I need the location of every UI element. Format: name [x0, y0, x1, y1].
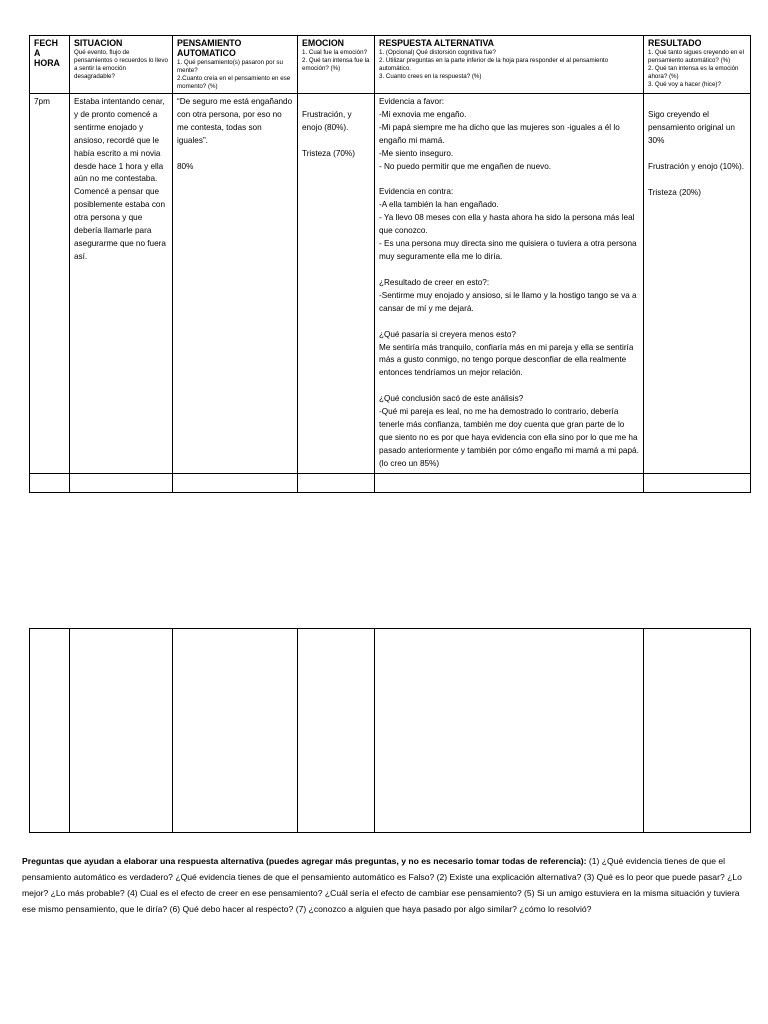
blank-cell [298, 629, 375, 833]
header-situacion-instruction: Qué evento, flujo de pensamientos o recuerdos lo llevo a sentir la emoción desagradable? [74, 49, 168, 80]
header-situacion-title: SITUACION [74, 38, 123, 48]
header-respuesta [375, 36, 644, 94]
respuesta-evidencia-contra: Evidencia en contra: -A ella también la han engañado. - Ya llevo 08 meses con ella y hasta ahora ha sido la persona más leal que conozco. - Es una persona muy directa sino me quisiera o tuviera a otra persona muy seguramente ella me lo diría. [379, 187, 637, 261]
header-resultado-instruction-3: 3. Qué voy a hacer (hice)? [648, 81, 721, 88]
entry-row [30, 94, 751, 474]
entry-pensamiento-text: “De seguro me está engañando con otra persona, por eso no me contesta, todas son iguales”. [177, 97, 295, 145]
header-resultado [644, 36, 751, 94]
entry-emocion-2: Tristeza (70%) [302, 148, 355, 158]
entry-respuesta [375, 94, 644, 474]
header-emocion-instruction-2: 2. Qué tan intensa fue la emoción? (%) [302, 57, 370, 72]
entry-emocion-1: Frustración, y enojo (80%). [302, 110, 354, 132]
guiding-questions-list: (1) ¿Qué evidencia tienes de que el pensamiento automático es verdadero? ¿Qué evidencia tienes de que el pensamiento automático es Falso? (2) Existe una explicación alternativa? (3) Qué es lo peor que puede pasar? ¿Lo mejor? ¿Lo más probable? (4) Cual es el efecto de creer en ese pensamiento? ¿Cuál sería el efecto de cambiar ese pensamiento? (5) Si un amigo estuviera en la misma situación y tuviera ese mismo pensamiento, que le diría? (6) Qué debo hacer al respecto? (7) ¿conozco a alguien que haya pasado por algo similar? ¿cómo lo resolvió? [22, 856, 742, 914]
header-pensamiento-title: PENSAMIENTO AUTOMATICO [177, 38, 242, 58]
blank-cell [30, 629, 70, 833]
blank-record-table [29, 628, 751, 833]
guiding-questions [22, 853, 749, 917]
header-pensamiento-instruction-1: 1. Qué pensamiento(s) pasaron por su mente? [177, 59, 283, 74]
entry-pensamiento-percent: 80% [177, 161, 194, 171]
header-emocion-instruction-1: 1. Cual fue la emoción? [302, 49, 368, 56]
empty-row [30, 473, 751, 492]
header-respuesta-instruction-2: 2. Utilizar preguntas en la parte inferior de la hoja para responder el al pensamiento automático. [379, 57, 609, 72]
header-fecha-title: FECH A HORA [34, 38, 60, 68]
empty-cell [70, 473, 173, 492]
header-pensamiento-instruction-2: 2.Cuanto creía en el pensamiento en ese momento? (%) [177, 75, 291, 90]
header-situacion [70, 36, 173, 94]
thought-record-table [29, 35, 751, 493]
respuesta-conclusion: ¿Qué conclusión sacó de este análisis? -Qué mi pareja es leal, no me ha demostrado lo contrario, debería tenerle más confianza, también me doy cuenta que gran parte de lo que siento no es por que haya evidencia con ella sino por lo que me ha pasado anteriormente y también por cómo engaño mi mamá a mi papá. (lo creo un 85%) [379, 394, 639, 468]
empty-cell [30, 473, 70, 492]
empty-cell [173, 473, 298, 492]
header-respuesta-title: RESPUESTA ALTERNATIVA [379, 38, 495, 48]
respuesta-creyera-menos: ¿Qué pasaría si creyera menos esto? Me sentiría más tranquilo, confiaría más en mi pareja y ella se sentiría más a gusto conmigo, no tengo porque desconfiar de ella realmente entonces tendríamos un mejor relación. [379, 329, 634, 378]
entry-fecha-text: 7pm [34, 97, 50, 106]
header-resultado-instruction-2: 2. Qué tan intensa es la emoción ahora? (%) [648, 65, 739, 80]
header-pensamiento [173, 36, 298, 94]
empty-cell [375, 473, 644, 492]
header-emocion-title: EMOCION [302, 38, 345, 48]
header-emocion [298, 36, 375, 94]
blank-row [30, 629, 751, 833]
entry-resultado-3: Tristeza (20%) [648, 187, 701, 197]
guiding-questions-lead: Preguntas que ayudan a elaborar una respuesta alternativa (puedes agregar más preguntas, y no es necesario tomar todas de referencia): [22, 856, 587, 866]
header-row [30, 36, 751, 94]
entry-resultado [644, 94, 751, 474]
empty-cell [298, 473, 375, 492]
entry-fecha [30, 94, 70, 474]
entry-pensamiento [173, 94, 298, 474]
entry-resultado-2: Frustración y enojo (10%). [648, 161, 745, 171]
blank-cell [70, 629, 173, 833]
entry-situacion-text: Estaba intentando cenar, y de pronto comencé a sentirme enojado y ansioso, recordé que le había escrito a mi novia desde hace 1 hora y ella aún no me contestaba. Comencé a pensar que posiblemente estaba con otra persona y que debería llamarle para asegurarme que no fuera así. [74, 97, 169, 261]
blank-cell [173, 629, 298, 833]
header-fecha [30, 36, 70, 94]
respuesta-resultado-creer: ¿Resultado de creer en esto?: -Sentirme muy enojado y ansioso, si le llamo y la hostigo tango se va a cansar de mí y me dejará. [379, 277, 637, 313]
blank-cell [644, 629, 751, 833]
entry-resultado-1: Sigo creyendo el pensamiento original un 30% [648, 110, 738, 145]
header-respuesta-instruction-1: 1. (Opcional) Qué distorsión cognitiva fue? [379, 49, 496, 56]
entry-emocion [298, 94, 375, 474]
blank-cell [375, 629, 644, 833]
entry-situacion [70, 94, 173, 474]
header-respuesta-instruction-3: 3. Cuanto crees en la respuesta? (%) [379, 73, 482, 80]
empty-cell [644, 473, 751, 492]
header-resultado-title: RESULTADO [648, 38, 702, 48]
header-resultado-instruction-1: 1. Qué tanto sigues creyendo en el pensamiento automático? (%) [648, 49, 744, 64]
respuesta-evidencia-favor: Evidencia a favor: -Mi exnovia me engaño. -Mi papá siempre me ha dicho que las mujeres son -iguales a él lo engaño mi mamá. -Me siento inseguro. - No puedo permitir que me engañen de nuevo. [379, 97, 620, 171]
